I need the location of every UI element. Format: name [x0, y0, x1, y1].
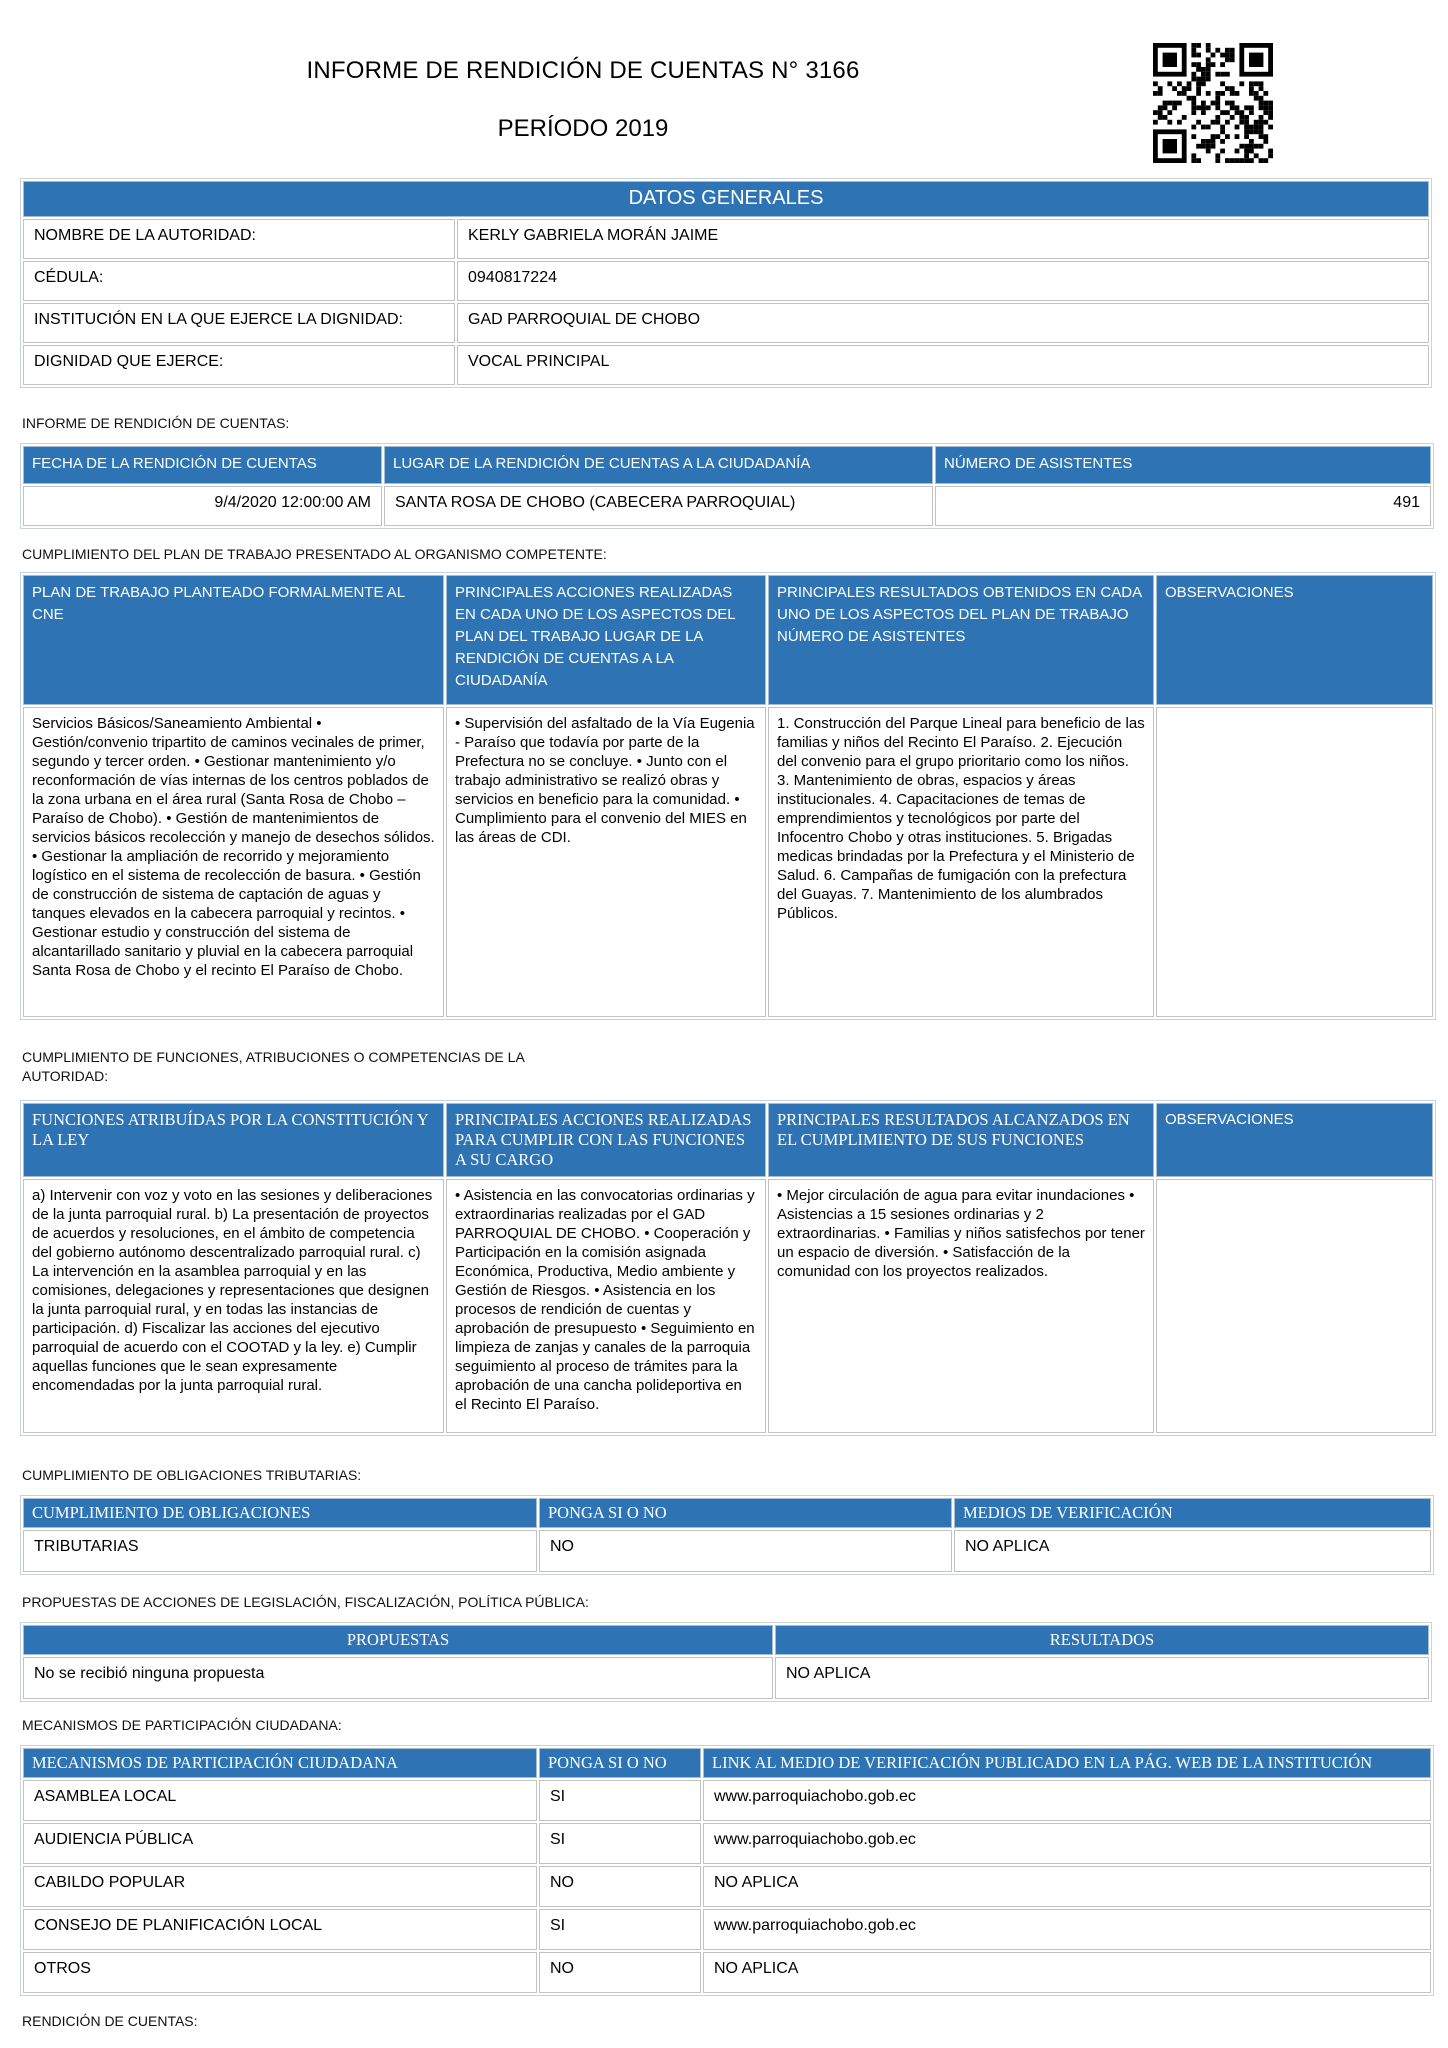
table-row	[23, 1530, 1431, 1572]
ponga-si-o-no: SI	[539, 1909, 701, 1950]
acciones-cell: • Asistencia en las convocatorias ordinarias y extraordinarias realizadas por el GAD PARROQUIAL DE CHOBO. • Cooperación y Participación en la comisión asignada Económica, Productiva, Medio ambiente y Gestión de Riesgos. • Asistencia en los procesos de rendición de cuentas y aprobación de presupuesto • Seguimiento en limpieza de zanjas y canales de la parroquia seguimiento al proceso de trámites para la aprobación de una cancha polideportiva en el Recinto El Paraíso.	[446, 1179, 766, 1433]
ponga-si-o-no: SI	[539, 1823, 701, 1864]
mecanismo-name: CABILDO POPULAR	[23, 1866, 537, 1907]
table-row	[23, 1952, 1431, 1993]
propuestas-table	[20, 1622, 1432, 1702]
datos-generales-table	[20, 178, 1432, 388]
table-row	[23, 707, 1433, 1017]
ponga-si-o-no: NO	[539, 1530, 952, 1572]
section-label-informe: INFORME DE RENDICIÓN DE CUENTAS:	[22, 415, 290, 431]
mecanismo-name: CONSEJO DE PLANIFICACIÓN LOCAL	[23, 1909, 537, 1950]
column-header: NÚMERO DE ASISTENTES	[935, 446, 1431, 484]
resultados-cell: 1. Construcción del Parque Lineal para beneficio de las familias y niños del Recinto El Paraíso. 2. Ejecución del convenio para el grupo prioritario como los niños. 3. Mantenimiento de obras, espacios y áreas institucionales. 4. Capacitaciones de temas de emprendimientos y tecnológicos por parte del Infocentro Chobo y otras instituciones. 5. Brigadas medicas brindadas por la Prefectura y el Ministerio de Salud. 6. Campañas de fumigación con la prefectura del Guayas. 7. Mantenimiento de los alumbrados Públicos.	[768, 707, 1154, 1017]
field-value: VOCAL PRINCIPAL	[457, 345, 1429, 385]
column-header: PRINCIPALES RESULTADOS ALCANZADOS EN EL CUMPLIMIENTO DE SUS FUNCIONES	[768, 1103, 1154, 1177]
mecanismo-name: AUDIENCIA PÚBLICA	[23, 1823, 537, 1864]
funciones-table	[20, 1100, 1436, 1436]
resultados-cell: • Mejor circulación de agua para evitar inundaciones • Asistencias a 15 sesiones ordinarias y 2 extraordinarias. • Familias y niños satisfechos por tener un espacio de diversión. • Satisfacción de la comunidad con los proyectos realizados.	[768, 1179, 1154, 1433]
section-label-rendicion: RENDICIÓN DE CUENTAS:	[22, 2013, 198, 2029]
field-label: DIGNIDAD QUE EJERCE:	[23, 345, 455, 385]
document-header	[0, 0, 1448, 178]
table-row	[23, 486, 1431, 526]
link-verificacion: NO APLICA	[703, 1952, 1431, 1993]
column-header: OBSERVACIONES	[1156, 575, 1433, 705]
column-header: PROPUESTAS	[23, 1625, 773, 1655]
section-label-line: CUMPLIMIENTO DE FUNCIONES, ATRIBUCIONES O COMPETENCIAS DE LA	[22, 1049, 525, 1065]
column-header: PONGA SI O NO	[539, 1498, 952, 1528]
link-verificacion: NO APLICA	[703, 1866, 1431, 1907]
column-header: FECHA DE LA RENDICIÓN DE CUENTAS	[23, 446, 382, 484]
table-row	[23, 1179, 1433, 1433]
title-block	[20, 58, 1146, 142]
fecha-rendicion-table	[20, 443, 1434, 529]
field-label: NOMBRE DE LA AUTORIDAD:	[23, 219, 455, 259]
mecanismo-name: ASAMBLEA LOCAL	[23, 1780, 537, 1821]
column-header: PRINCIPALES ACCIONES REALIZADAS EN CADA UNO DE LOS ASPECTOS DEL PLAN DEL TRABAJO LUGAR DE LA RENDICIÓN DE CUENTAS A LA CIUDADANÍA	[446, 575, 766, 705]
observaciones-cell	[1156, 1179, 1433, 1433]
section-label-propuestas: PROPUESTAS DE ACCIONES DE LEGISLACIÓN, FISCALIZACIÓN, POLÍTICA PÚBLICA:	[22, 1594, 589, 1610]
table-row	[23, 1657, 1429, 1699]
field-value: 0940817224	[457, 261, 1429, 301]
lugar-value: SANTA ROSA DE CHOBO (CABECERA PARROQUIAL)	[384, 486, 933, 526]
column-header: LUGAR DE LA RENDICIÓN DE CUENTAS A LA CIUDADANÍA	[384, 446, 933, 484]
column-header: MEDIOS DE VERIFICACIÓN	[954, 1498, 1431, 1528]
resultado-value: NO APLICA	[775, 1657, 1429, 1699]
column-header: PRINCIPALES RESULTADOS OBTENIDOS EN CADA UNO DE LOS ASPECTOS DEL PLAN DE TRABAJO NÚMERO DE ASISTENTES	[768, 575, 1154, 705]
column-header: FUNCIONES ATRIBUÍDAS POR LA CONSTITUCIÓN Y LA LEY	[23, 1103, 444, 1177]
fecha-value: 9/4/2020 12:00:00 AM	[23, 486, 382, 526]
plan-trabajo-table	[20, 572, 1436, 1020]
asistentes-value: 491	[935, 486, 1431, 526]
ponga-si-o-no: NO	[539, 1866, 701, 1907]
page-subtitle: PERÍODO 2019	[497, 115, 669, 142]
ponga-si-o-no: NO	[539, 1952, 701, 1993]
column-header: LINK AL MEDIO DE VERIFICACIÓN PUBLICADO EN LA PÁG. WEB DE LA INSTITUCIÓN	[703, 1748, 1431, 1778]
section-label-line: AUTORIDAD:	[22, 1068, 109, 1084]
table-row	[23, 219, 1429, 259]
medios-verificacion: NO APLICA	[954, 1530, 1431, 1572]
section-label-obligaciones: CUMPLIMIENTO DE OBLIGACIONES TRIBUTARIAS:	[22, 1467, 362, 1483]
table-row	[23, 345, 1429, 385]
ponga-si-o-no: SI	[539, 1780, 701, 1821]
obligaciones-table	[20, 1495, 1434, 1575]
section-label-mecanismos: MECANISMOS DE PARTICIPACIÓN CIUDADANA:	[22, 1717, 342, 1733]
qr-code-icon	[1153, 43, 1273, 163]
link-verificacion: www.parroquiachobo.gob.ec	[703, 1823, 1431, 1864]
funciones-cell: a) Intervenir con voz y voto en las sesiones y deliberaciones de la junta parroquial rural. b) La presentación de proyectos de acuerdos y resoluciones, en el ámbito de competencia del gobierno autónomo descentralizado parroquial rural. c) La intervención en la asamblea parroquial y en las comisiones, delegaciones y representaciones que designen la junta parroquial rural, y en todas las instancias de participación. d) Fiscalizar las acciones del ejecutivo parroquial de acuerdo con el COOTAD y la ley. e) Cumplir aquellas funciones que le sean expresamente encomendadas por la junta parroquial rural.	[23, 1179, 444, 1433]
table-row	[23, 1823, 1431, 1864]
table-row	[23, 1909, 1431, 1950]
column-header: MECANISMOS DE PARTICIPACIÓN CIUDADANA	[23, 1748, 537, 1778]
table-row	[23, 1780, 1431, 1821]
field-value: KERLY GABRIELA MORÁN JAIME	[457, 219, 1429, 259]
acciones-cell: • Supervisión del asfaltado de la Vía Eugenia - Paraíso que todavía por parte de la Prefectura no se concluye. • Junto con el trabajo administrativo se realizó obras y servicios en beneficio para la comunidad. • Cumplimiento para el convenio del MIES en las áreas de CDI.	[446, 707, 766, 1017]
column-header: PONGA SI O NO	[539, 1748, 701, 1778]
field-label: CÉDULA:	[23, 261, 455, 301]
table-row	[23, 1866, 1431, 1907]
plan-cell: Servicios Básicos/Saneamiento Ambiental • Gestión/convenio tripartito de caminos vecinales de primer, segundo y tercer orden. • Gestionar mantenimiento y/o reconformación de vías internas de los centros poblados de la zona urbana en el área rural (Santa Rosa de Chobo – Paraíso de Chobo). • Gestión de mantenimientos de servicios básicos recolección y manejo de desechos sólidos. • Gestionar la ampliación de recorrido y mejoramiento logístico en el sistema de recolección de basura. • Gestión de construcción de sistema de captación de aguas y tanques elevados en la cabecera parroquial y recintos. • Gestionar estudio y construcción del sistema de alcantarillado sanitario y pluvial en la cabecera parroquial Santa Rosa de Chobo y el recinto El Paraíso de Chobo.	[23, 707, 444, 1017]
link-verificacion: www.parroquiachobo.gob.ec	[703, 1780, 1431, 1821]
column-header: CUMPLIMIENTO DE OBLIGACIONES	[23, 1498, 537, 1528]
column-header: OBSERVACIONES	[1156, 1103, 1433, 1177]
column-header: RESULTADOS	[775, 1625, 1429, 1655]
field-label: INSTITUCIÓN EN LA QUE EJERCE LA DIGNIDAD:	[23, 303, 455, 343]
page-title: INFORME DE RENDICIÓN DE CUENTAS N° 3166	[306, 57, 860, 84]
field-value: GAD PARROQUIAL DE CHOBO	[457, 303, 1429, 343]
propuesta-value: No se recibió ninguna propuesta	[23, 1657, 773, 1699]
datos-generales-title: DATOS GENERALES	[23, 181, 1429, 217]
column-header: PRINCIPALES ACCIONES REALIZADAS PARA CUMPLIR CON LAS FUNCIONES A SU CARGO	[446, 1103, 766, 1177]
column-header: PLAN DE TRABAJO PLANTEADO FORMALMENTE AL CNE	[23, 575, 444, 705]
obligacion-tipo: TRIBUTARIAS	[23, 1530, 537, 1572]
mecanismos-table	[20, 1745, 1434, 1996]
mecanismo-name: OTROS	[23, 1952, 537, 1993]
table-row	[23, 303, 1429, 343]
table-row	[23, 261, 1429, 301]
section-label-funciones	[22, 1048, 1426, 1086]
link-verificacion: www.parroquiachobo.gob.ec	[703, 1909, 1431, 1950]
observaciones-cell	[1156, 707, 1433, 1017]
section-label-plan: CUMPLIMIENTO DEL PLAN DE TRABAJO PRESENTADO AL ORGANISMO COMPETENTE:	[22, 546, 607, 562]
